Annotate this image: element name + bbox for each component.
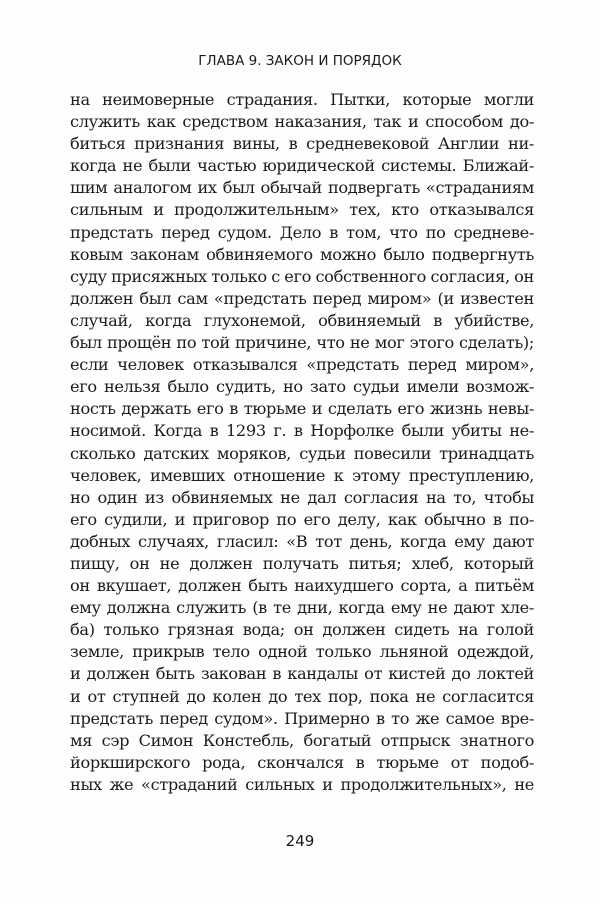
text-line: земле, прикрыв тело одной только льняной одеждой, [70, 642, 534, 662]
text-line: предстать перед судом. Дело в том, что по средневе- [70, 222, 534, 242]
text-line: сильным и продолжительным» тех, кто отказывался [70, 200, 534, 220]
text-line: был прощён по той причине, что не мог этого сделать); [70, 333, 534, 353]
text-line: случай, когда глухонемой, обвиняемый в убийстве, [70, 310, 534, 330]
text-line: служить как средством наказания, так и способом до- [70, 112, 534, 132]
text-line: но один из обвиняемых не дал согласия на то, чтобы [70, 487, 534, 507]
running-head: ГЛАВА 9. ЗАКОН И ПОРЯДОК [198, 53, 402, 69]
text-line: и от ступней до колен до тех пор, пока не согласится [70, 686, 534, 706]
text-line: его судили, и приговор по его делу, как обычно в по- [70, 509, 534, 529]
text-line: на неимоверные страдания. Пытки, которые могли [70, 90, 534, 109]
body-text [70, 89, 534, 796]
text-line: ба) только грязная вода; он должен сидеть на голой [70, 620, 534, 640]
text-line: он вкушает, должен быть наихудшего сорта, а питьём [70, 576, 534, 596]
text-line: если человек отказывался «предстать перед миром», [70, 355, 534, 375]
text-line: ему должна служить (в те дни, когда ему не дают хле- [70, 598, 534, 618]
page-number: 249 [285, 832, 315, 850]
text-line: сколько датских моряков, судьи повесили тринадцать [70, 443, 534, 463]
text-line: предстать перед судом». Примерно в то же самое вре- [70, 708, 534, 728]
text-line: человек, имевших отношение к этому преступлению, [70, 465, 534, 485]
text-line: шим аналогом их был обычай подвергать «страданиям [70, 178, 534, 198]
text-line: ных же «страданий сильных и продолжительных», не [70, 774, 534, 794]
text-line: пищу, он не должен получать питья; хлеб, который [70, 553, 534, 573]
text-line: его нельзя было судить, но зато судьи имели возмож- [70, 377, 534, 397]
text-line: биться признания вины, в средневековой Англии ни- [70, 134, 534, 154]
text-line: носимой. Когда в 1293 г. в Норфолке были убиты не- [70, 421, 534, 441]
text-line: когда не были частью юридической системы. Ближай- [70, 156, 534, 176]
text-line: йоркширского рода, скончался в тюрьме от подоб- [70, 752, 534, 772]
text-line: добных случаях, гласил: «В тот день, когда ему дают [70, 531, 534, 551]
text-line: ковым законам обвиняемого можно было подвергнуть [70, 244, 534, 264]
text-line: должен был сам «предстать перед миром» (и известен [70, 288, 534, 308]
text-line: мя сэр Симон Констебль, богатый отпрыск знатного [70, 730, 534, 750]
text-line: суду присяжных только с его собственного согласия, он [70, 266, 534, 286]
text-line: ность держать его в тюрьме и сделать его жизнь невы- [70, 399, 534, 419]
text-line: и должен быть закован в кандалы от кистей до локтей [70, 664, 534, 684]
